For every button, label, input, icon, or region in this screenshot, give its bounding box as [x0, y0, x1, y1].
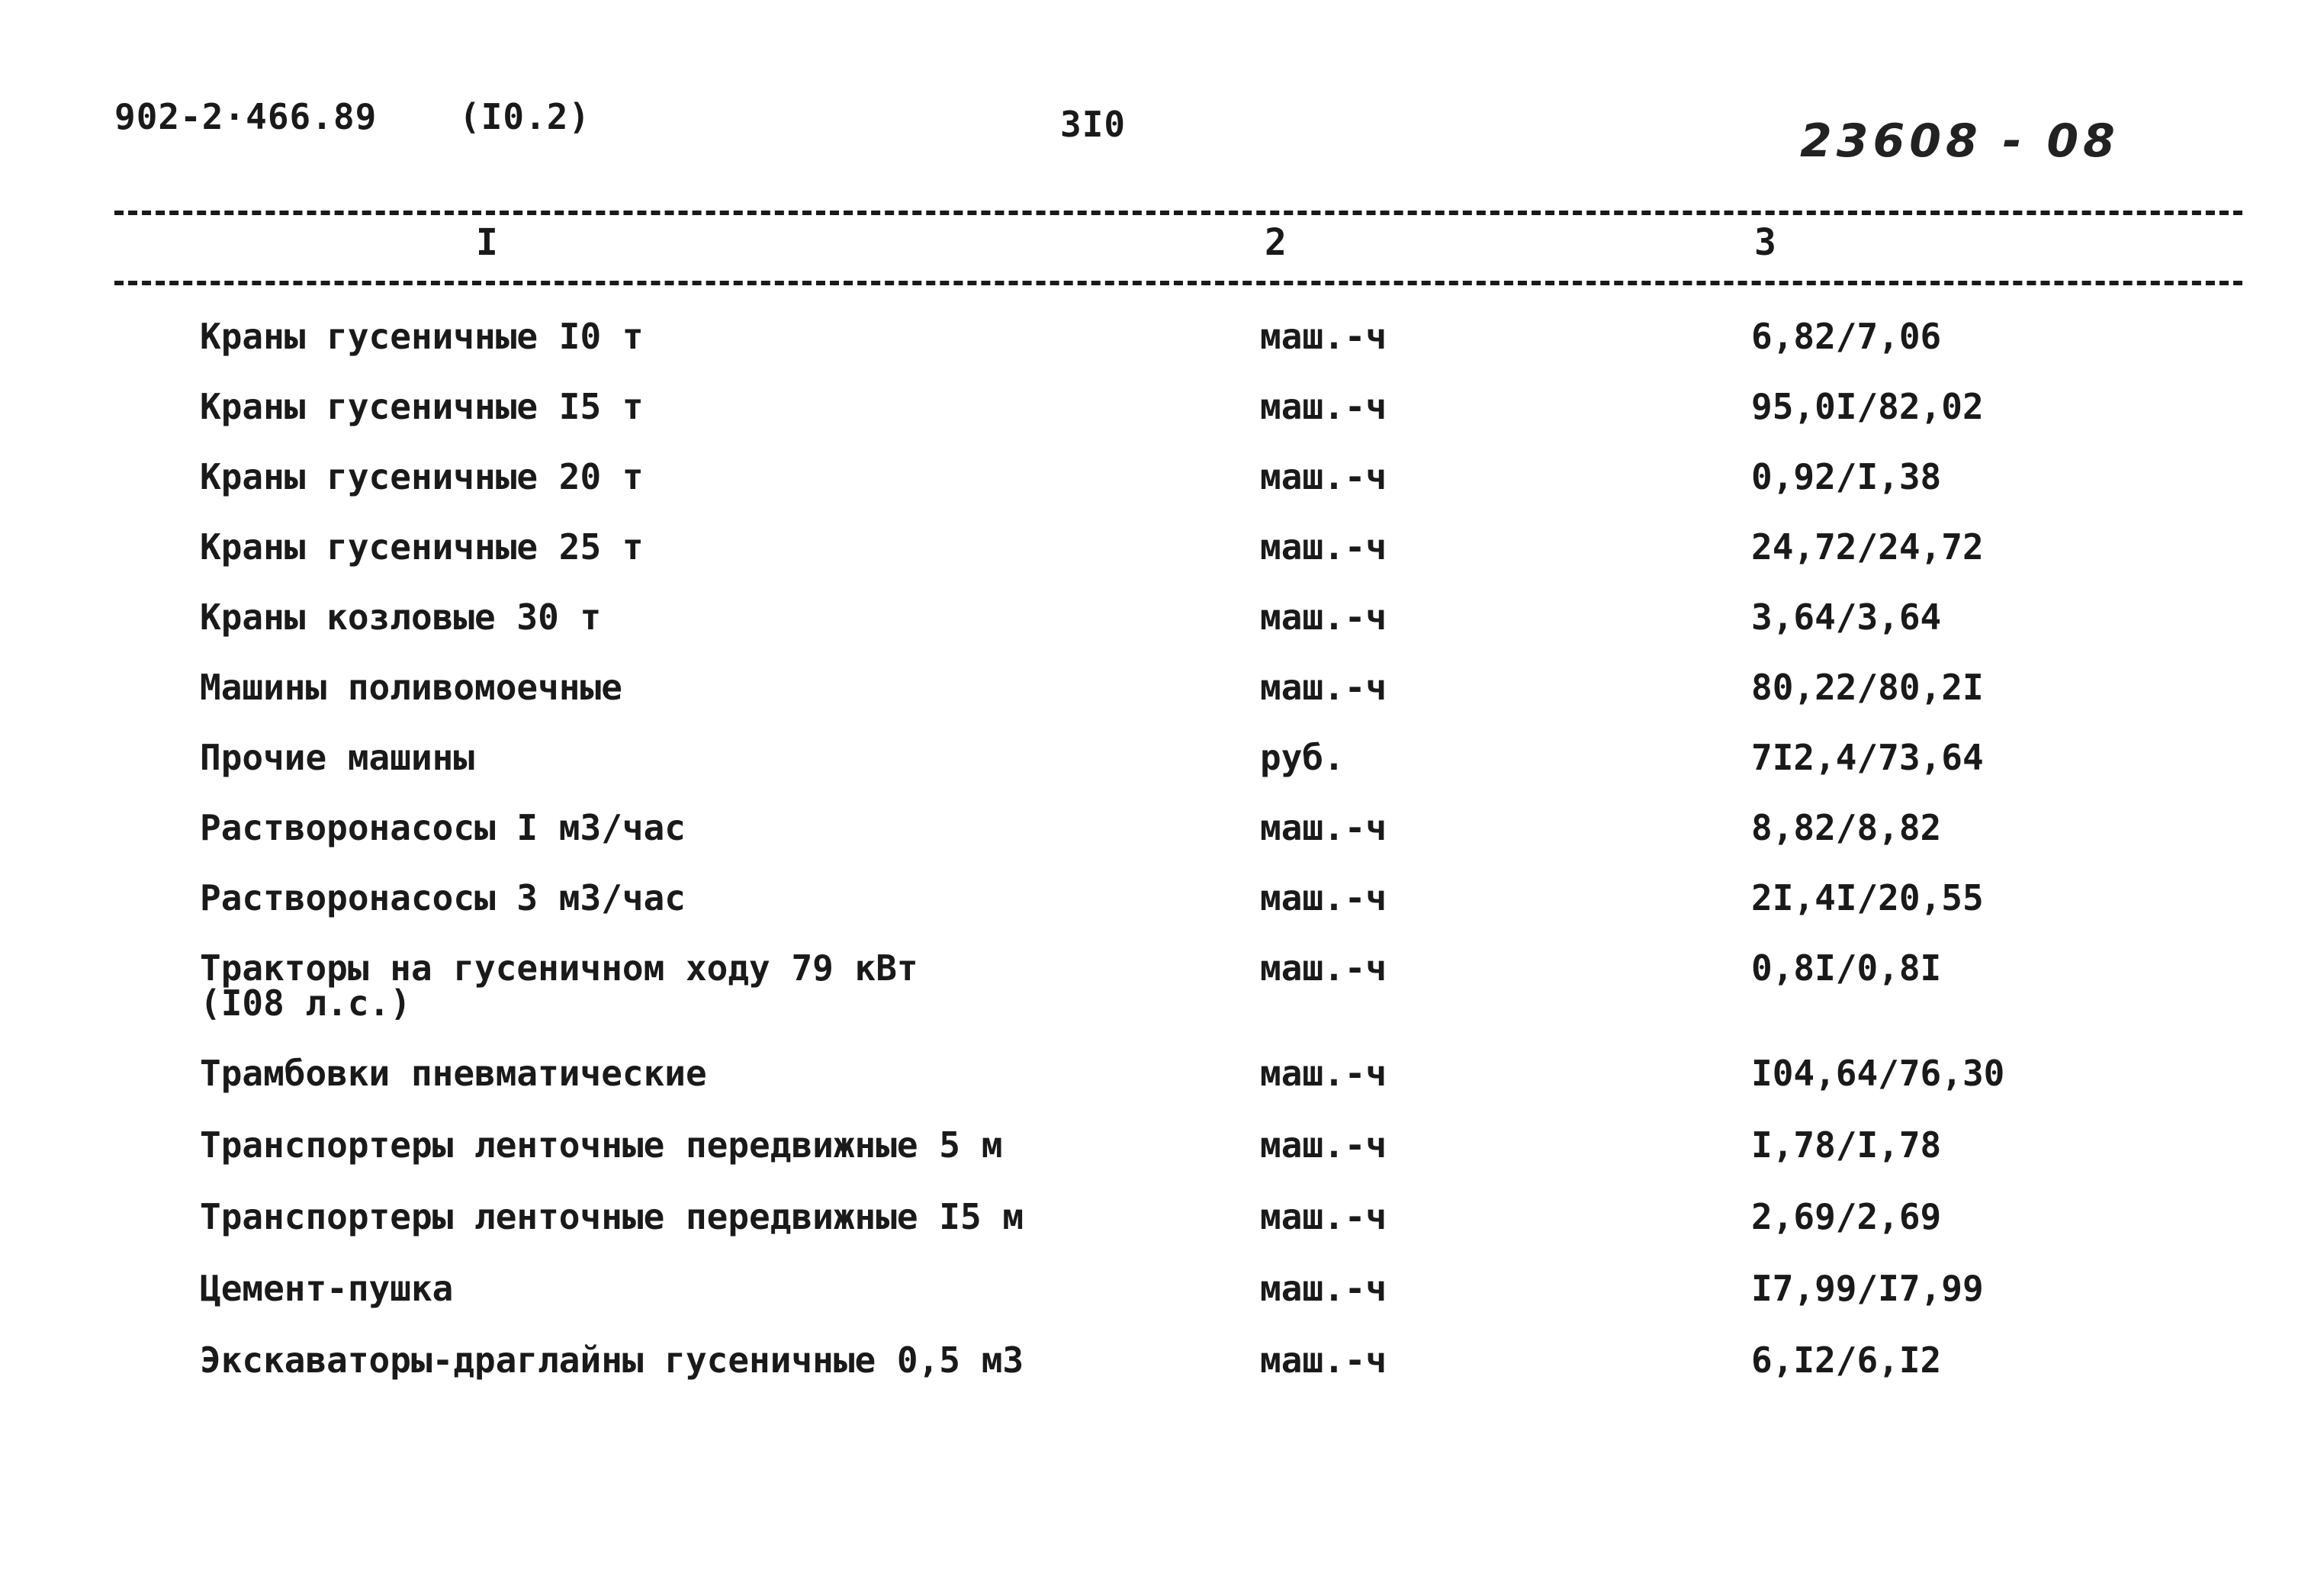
row-unit: маш.-ч: [1260, 1053, 1387, 1094]
row-unit: маш.-ч: [1260, 456, 1387, 497]
row-name: Прочие машины: [200, 737, 475, 778]
row-name: Краны гусеничные 20 т: [200, 456, 644, 497]
row-value: 7I2,4/73,64: [1751, 737, 1984, 778]
row-value: 8,82/8,82: [1751, 807, 1942, 848]
row-unit: маш.-ч: [1260, 1124, 1387, 1166]
row-name: Краны гусеничные I5 т: [200, 386, 644, 427]
row-name: Растворонасосы I м3/час: [200, 807, 686, 848]
row-name: Растворонасосы 3 м3/час: [200, 877, 686, 918]
row-unit: маш.-ч: [1260, 947, 1387, 989]
row-unit: маш.-ч: [1260, 316, 1387, 357]
row-value: 6,82/7,06: [1751, 316, 1942, 357]
row-value: 6,I2/6,I2: [1751, 1340, 1942, 1381]
column-header-1: I: [476, 221, 498, 264]
row-value: 0,8I/0,8I: [1751, 947, 1942, 989]
row-name-multiline: [200, 947, 918, 1024]
row-unit: маш.-ч: [1260, 877, 1387, 918]
row-unit: маш.-ч: [1260, 597, 1387, 638]
row-unit: маш.-ч: [1260, 526, 1387, 568]
page-number: 3I0: [1060, 104, 1127, 145]
table-header-rule: [114, 281, 2242, 285]
row-value: 95,0I/82,02: [1751, 386, 1984, 427]
row-unit: маш.-ч: [1260, 667, 1387, 708]
row-unit: маш.-ч: [1260, 386, 1387, 427]
row-value: 2,69/2,69: [1751, 1196, 1942, 1237]
row-name: Краны гусеничные 25 т: [200, 526, 644, 568]
row-unit: руб.: [1260, 737, 1345, 778]
row-value: I,78/I,78: [1751, 1124, 1942, 1166]
row-name: Трамбовки пневматические: [200, 1053, 707, 1094]
row-value: I7,99/I7,99: [1751, 1268, 1984, 1309]
row-name: Транспортеры ленточные передвижные 5 м: [200, 1124, 1003, 1166]
column-header-3: 3: [1754, 221, 1776, 264]
row-value: 2I,4I/20,55: [1751, 877, 1984, 918]
row-value: 24,72/24,72: [1751, 526, 1984, 568]
row-name-continuation: (I08 л.с.): [200, 983, 411, 1024]
section-number: (I0.2): [459, 96, 591, 137]
row-unit: маш.-ч: [1260, 1196, 1387, 1237]
row-name: Краны козловые 30 т: [200, 597, 602, 638]
row-unit: маш.-ч: [1260, 807, 1387, 848]
document-code: 902-2·466.89: [114, 96, 378, 137]
handwritten-stamp: 23608 - 08: [1800, 114, 2120, 168]
row-name: Тракторы на гусеничном ходу 79 кВт: [200, 947, 918, 989]
column-header-2: 2: [1265, 221, 1287, 264]
row-name: Экскаваторы-драглайны гусеничные 0,5 м3: [200, 1340, 1024, 1381]
table-top-rule: [114, 211, 2242, 215]
row-value: 0,92/I,38: [1751, 456, 1942, 497]
row-value: 3,64/3,64: [1751, 597, 1942, 638]
row-name: Машины поливомоечные: [200, 667, 622, 708]
row-name: Краны гусеничные I0 т: [200, 316, 644, 357]
row-unit: маш.-ч: [1260, 1340, 1387, 1381]
row-name: Транспортеры ленточные передвижные I5 м: [200, 1196, 1024, 1237]
row-value: I04,64/76,30: [1751, 1053, 2005, 1094]
row-name: Цемент-пушка: [200, 1268, 454, 1309]
row-value: 80,22/80,2I: [1751, 667, 1984, 708]
row-unit: маш.-ч: [1260, 1268, 1387, 1309]
